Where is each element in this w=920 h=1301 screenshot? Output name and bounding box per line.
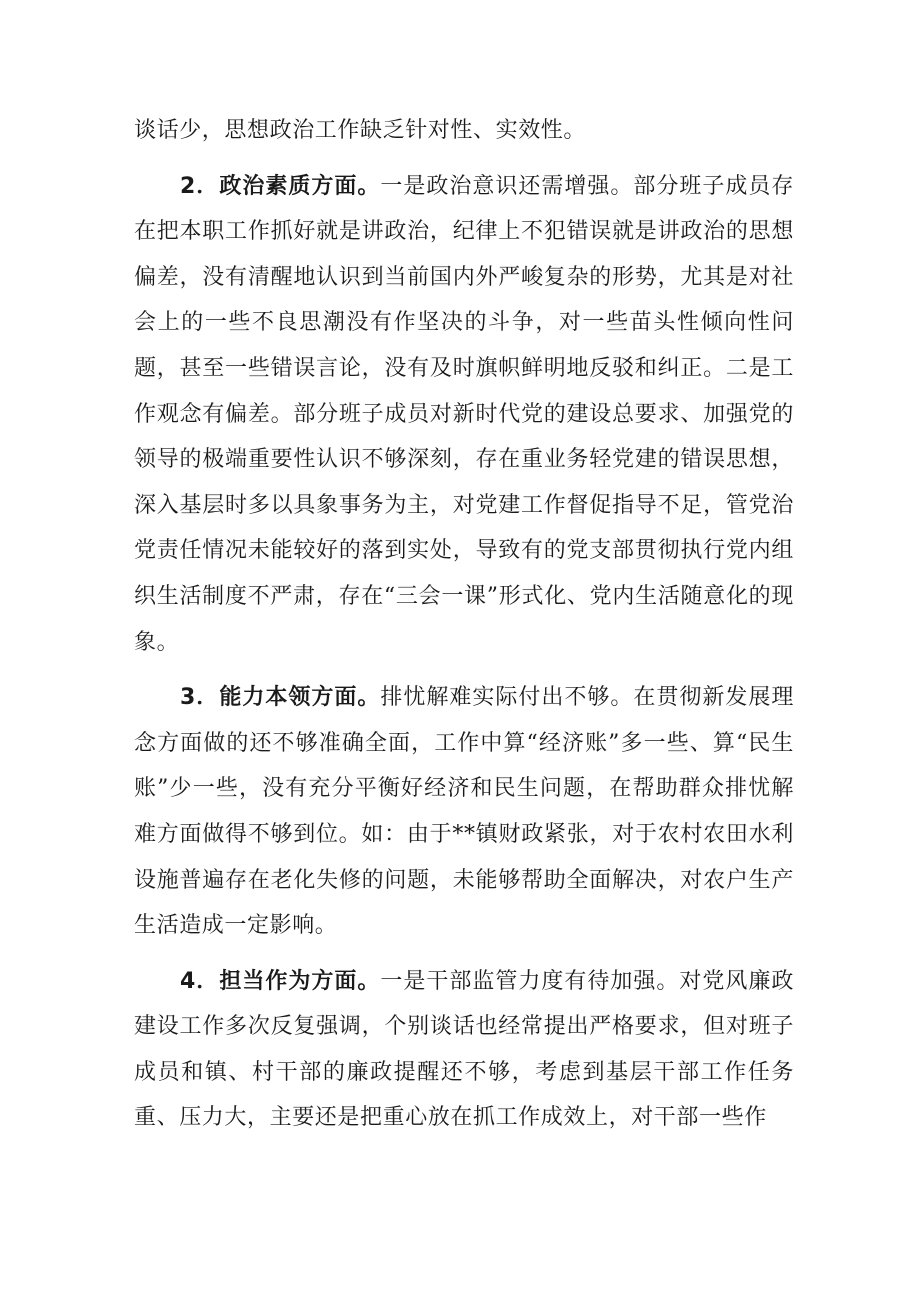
paragraph-responsibility xyxy=(134,959,794,1141)
paragraph-text: 一是政治意识还需增强。部分班子成员存在把本职工作抓好就是讲政治，纪律上不犯错误就是讲政治的思想偏差，没有清醒地认识到当前国内外严峻复杂的形势，尤其是对社会上的一些不良思潮没有作坚决的斗争，对一些苗头性倾向性问题，甚至一些错误言论，没有及时旗帜鲜明地反驳和纠正。二是工作观念有偏差。部分班子成员对新时代党的建设总要求、加强党的领导的极端重要性认识不够深刻，存在重业务轻党建的错误思想，深入基层时多以具象事务为主，对党建工作督促指导不足，管党治党责任情况未能较好的落到实处，导致有的党支部贯彻执行党内组织生活制度不严肃，存在“三会一课”形式化、党内生活随意化的现象。 xyxy=(134,173,794,655)
paragraph-text: 一是干部监管力度有待加强。对党风廉政建设工作多次反复强调，个别谈话也经常提出严格要求，但对班子成员和镇、村干部的廉政提醒还不够，考虑到基层干部工作任务重、压力大，主要还是把重心放在抓工作成效上，对干部一些作 xyxy=(134,968,794,1131)
document-page xyxy=(134,108,794,1141)
paragraph-continuation xyxy=(134,108,794,154)
paragraph-text: 排忧解难实际付出不够。在贯彻新发展理念方面做的还不够准确全面，工作中算“经济账”多一些、算“民生账”少一些，没有充分平衡好经济和民生问题，在帮助群众排忧解难方面做得不够到位。如：由于**镇财政紧张，对于农村农田水利设施普遍存在老化失修的问题，未能够帮助全面解决，对农户生产生活造成一定影响。 xyxy=(134,685,794,939)
section-heading-responsibility: 4．担当作为方面。 xyxy=(180,968,381,994)
paragraph-political-quality xyxy=(134,164,794,666)
section-heading-political-quality: 2．政治素质方面。 xyxy=(180,173,381,199)
section-heading-capability: 3．能力本领方面。 xyxy=(180,685,381,711)
paragraph-capability xyxy=(134,675,794,949)
paragraph-text: 谈话少，思想政治工作缺乏针对性、实效性。 xyxy=(134,118,587,143)
